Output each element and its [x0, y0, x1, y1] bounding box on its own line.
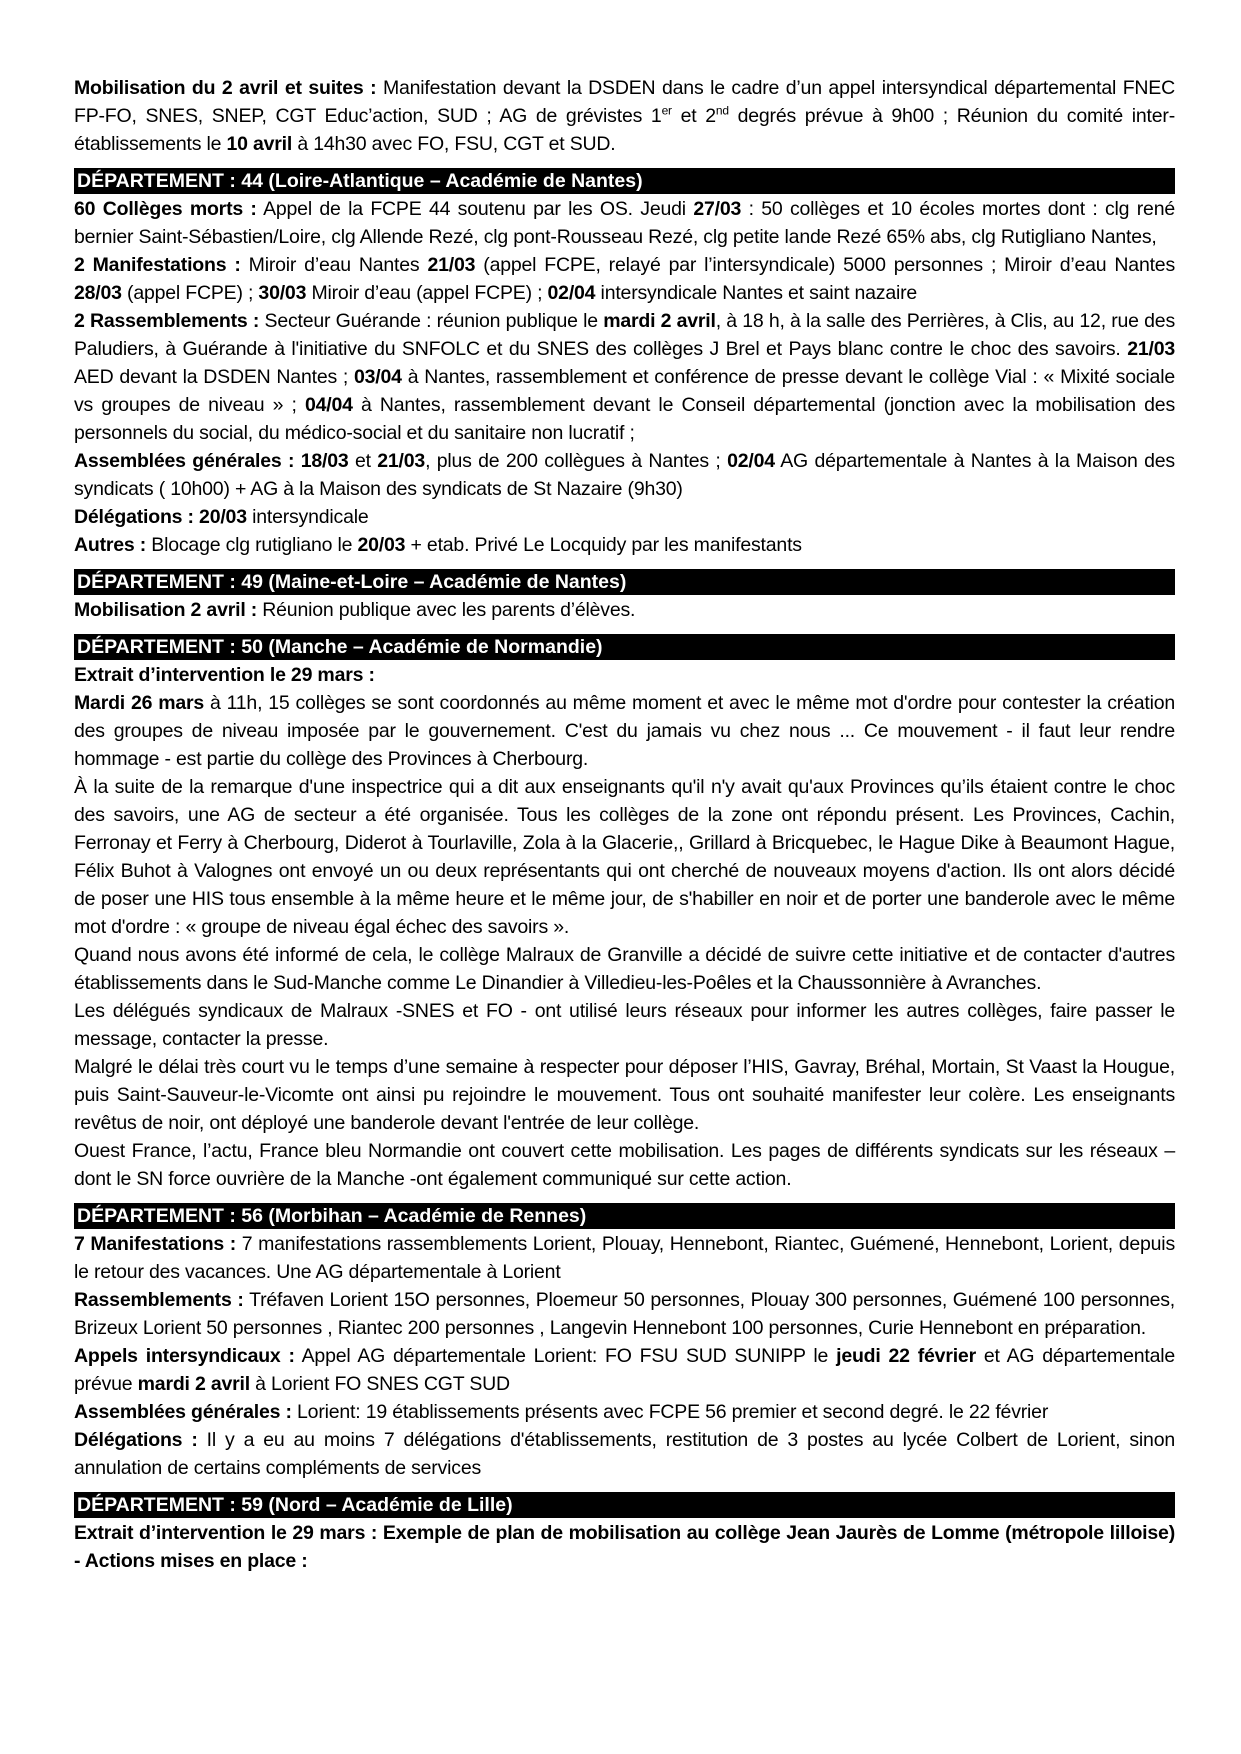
bold-text: Extrait d’intervention le 29 mars : Exemple de plan de mobilisation au collège Jean Jaurès de Lomme (métropole lilloise) - Actions mises en place :: [74, 1522, 1175, 1572]
paragraph: [74, 251, 1175, 307]
text-run: Blocage clg rutigliano le: [146, 534, 358, 556]
paragraph: [74, 773, 1175, 941]
paragraph: [74, 997, 1175, 1053]
text-run: Tréfaven Lorient 15O personnes, Ploemeur 50 personnes, Plouay 300 personnes, Guémené 100 personnes, Brizeux Lorient 50 personnes , Riantec 200 personnes , Langevin Hennebont 100 personnes, Curie Hennebont en préparation.: [74, 1289, 1175, 1339]
department-header: DÉPARTEMENT : 50 (Manche – Académie de Normandie): [74, 634, 1175, 660]
bold-text: Autres :: [74, 534, 147, 556]
text-run: à Nantes, rassemblement et conférence de presse devant le collège Vial : « Mixité sociale vs groupes de niveau » ;: [74, 366, 1175, 416]
text-run: (appel FCPE) ;: [121, 282, 259, 304]
text-run: À la suite de la remarque d'une inspectrice qui a dit aux enseignants qu'il n'y avait qu'aux Provinces qu’ils étaient contre le choc des savoirs, une AG de secteur a été organisée. Tous les collèges de la zone ont répondu présent. Les Provinces, Cachin, Ferronay et Ferry à Cherbourg, Diderot à Tourlaville, Zola à la Glacerie,, Grillard à Bricquebec, le Hague Dike à Beaumont Hague, Félix Buhot à Valognes ont envoyé un ou deux représentants qui ont cherché de nouveaux moyens d'action. Ils ont alors décidé de poser une HIS tous ensemble à la même heure et le même jour, de s'habiller en noir et de porter une banderole avec le même mot d'ordre : « groupe de niveau égal échec des savoirs ».: [74, 776, 1175, 938]
text-run: AG départementale à Nantes à la Maison des syndicats ( 10h00) + AG à la Maison des syndicats de St Nazaire (9h30): [74, 450, 1175, 500]
department-header: DÉPARTEMENT : 49 (Maine-et-Loire – Académie de Nantes): [74, 569, 1175, 595]
text-run: et 2: [671, 105, 716, 127]
text-run: Miroir d’eau (appel FCPE) ;: [306, 282, 548, 304]
text-run: Secteur Guérande : réunion publique le: [259, 310, 604, 332]
bold-text: 03/04: [354, 366, 402, 388]
paragraph: [74, 689, 1175, 773]
paragraph: [74, 1519, 1175, 1575]
text-run: et AG départementale prévue: [74, 1345, 1175, 1395]
paragraph: [74, 1398, 1175, 1426]
paragraph: [74, 74, 1175, 158]
bold-text: Délégations : 20/03: [74, 506, 247, 528]
text-run: à 14h30 avec FO, FSU, CGT et SUD.: [292, 133, 616, 155]
bold-text: 04/04: [304, 394, 353, 416]
department-header: DÉPARTEMENT : 59 (Nord – Académie de Lille): [74, 1492, 1175, 1518]
paragraph: [74, 503, 1175, 531]
text-run: Malgré le délai très court vu le temps d’une semaine à respecter pour déposer l’HIS, Gavray, Bréhal, Mortain, St Vaast la Hougue, puis Saint-Sauveur-le-Vicomte ont ainsi pu rejoindre le mouvement. Tous ont souhaité manifester leur colère. Les enseignants revêtus de noir, ont déployé une banderole devant l'entrée de leur collège.: [74, 1056, 1175, 1134]
paragraph: [74, 1053, 1175, 1137]
department-section: [74, 569, 1175, 624]
bold-text: jeudi 22 février: [836, 1345, 976, 1367]
paragraph: [74, 941, 1175, 997]
text-run: Réunion publique avec les parents d’élèves.: [257, 599, 636, 621]
bold-text: 28/03: [74, 282, 122, 304]
bold-text: 02/04: [547, 282, 596, 304]
text-run: Miroir d’eau Nantes: [240, 254, 428, 276]
text-run: 7 manifestations rassemblements Lorient, Plouay, Hennebont, Riantec, Guémené, Hennebont, Lorient, depuis le retour des vacances. Une AG départementale à Lorient: [74, 1233, 1175, 1283]
bold-text: Rassemblements :: [74, 1289, 244, 1311]
paragraph: [74, 596, 1175, 624]
text-run: et: [348, 450, 378, 472]
text-run: intersyndicale Nantes et saint nazaire: [595, 282, 918, 304]
paragraph: [74, 307, 1175, 447]
text-run: à 11h, 15 collèges se sont coordonnés au même moment et avec le même mot d'ordre pour contester la création des groupes de niveau imposée par le gouvernement. C'est du jamais vu chez nous ... Ce mouvement - il faut leur rendre hommage - est partie du collège des Provinces à Cherbourg.: [74, 692, 1175, 770]
text-run: Lorient: 19 établissements présents avec FCPE 56 premier et second degré. le 22 février: [291, 1401, 1049, 1423]
text-run: Appel AG départementale Lorient: FO FSU SUD SUNIPP le: [294, 1345, 837, 1367]
text-run: Appel de la FCPE 44 soutenu par les OS. Jeudi: [256, 198, 694, 220]
text-run: Il y a eu au moins 7 délégations d'établissements, restitution de 3 postes au lycée Colbert de Lorient, sinon annulation de certains compléments de services: [74, 1429, 1175, 1479]
bold-text: 30/03: [258, 282, 307, 304]
bold-text: 20/03: [357, 534, 406, 556]
text-run: AED devant la DSDEN Nantes ;: [74, 366, 354, 388]
paragraph: [74, 1286, 1175, 1342]
bold-text: 21/03: [377, 450, 426, 472]
bold-text: mardi 2 avril: [603, 310, 716, 332]
paragraph: [74, 661, 1175, 689]
bold-text: Mardi 26 mars: [74, 692, 205, 714]
paragraph: [74, 195, 1175, 251]
bold-text: Mobilisation 2 avril :: [74, 599, 258, 621]
paragraph: [74, 531, 1175, 559]
department-header: DÉPARTEMENT : 44 (Loire-Atlantique – Académie de Nantes): [74, 168, 1175, 194]
department-section: [74, 1203, 1175, 1482]
bold-text: Assemblées générales :: [74, 1401, 292, 1423]
text-run: Manifestation devant la DSDEN dans le cadre d’un appel intersyndical départemental FNEC FP-FO, SNES, SNEP, CGT Educ’action, SUD ; AG de grévistes 1: [74, 77, 1175, 127]
text-run: + etab. Privé Le Locquidy par les manifestants: [405, 534, 802, 556]
paragraph: [74, 1342, 1175, 1398]
bold-text: mardi 2 avril: [137, 1373, 250, 1395]
text-run: (appel FCPE, relayé par l’intersyndicale) 5000 personnes ; Miroir d’eau Nantes: [475, 254, 1175, 276]
paragraph: [74, 1426, 1175, 1482]
bold-text: 02/04: [727, 450, 775, 472]
superscript-text: nd: [715, 103, 729, 118]
department-section: [74, 168, 1175, 559]
paragraph: [74, 447, 1175, 503]
bold-text: Assemblées générales : 18/03: [74, 450, 349, 472]
document-page: [74, 74, 1175, 1585]
paragraph: [74, 1230, 1175, 1286]
department-header: DÉPARTEMENT : 56 (Morbihan – Académie de Rennes): [74, 1203, 1175, 1229]
department-section: [74, 1492, 1175, 1575]
text-run: intersyndicale: [246, 506, 369, 528]
bold-text: 27/03: [693, 198, 742, 220]
bold-text: 7 Manifestations :: [74, 1233, 237, 1255]
bold-text: Extrait d’intervention le 29 mars :: [74, 664, 375, 686]
bold-text: 21/03: [1127, 338, 1175, 360]
text-run: , plus de 200 collègues à Nantes ;: [425, 450, 728, 472]
bold-text: Délégations :: [74, 1429, 198, 1451]
text-run: à Nantes, rassemblement devant le Conseil départemental (jonction avec la mobilisation des personnels du social, du médico-social et du sanitaire non lucratif ;: [74, 394, 1175, 444]
paragraph: [74, 1137, 1175, 1193]
bold-text: 10 avril: [226, 133, 293, 155]
department-section: [74, 74, 1175, 158]
superscript-text: er: [661, 103, 672, 118]
bold-text: Appels intersyndicaux :: [74, 1345, 295, 1367]
text-run: , à 18 h, à la salle des Perrières, à Clis, au 12, rue des Paludiers, à Guérande à l'initiative du SNFOLC et du SNES des collèges J Brel et Pays blanc contre le choc des savoirs.: [74, 310, 1175, 360]
text-run: Quand nous avons été informé de cela, le collège Malraux de Granville a décidé de suivre cette initiative et de contacter d'autres établissements dans le Sud-Manche comme Le Dinandier à Villedieu-les-Poêles et la Chaussonnière à Avranches.: [74, 944, 1175, 994]
bold-text: 2 Manifestations :: [74, 254, 241, 276]
text-run: à Lorient FO SNES CGT SUD: [249, 1373, 510, 1395]
text-run: Ouest France, l’actu, France bleu Normandie ont couvert cette mobilisation. Les pages de différents syndicats sur les réseaux – dont le SN force ouvrière de la Manche -ont également communiqué sur cette action.: [74, 1140, 1175, 1190]
bold-text: Mobilisation du 2 avril et suites :: [74, 77, 377, 99]
department-section: [74, 634, 1175, 1193]
bold-text: 60 Collèges morts :: [74, 198, 257, 220]
text-run: degrés prévue à 9h00 ; Réunion du comité inter-établissements le: [74, 105, 1175, 155]
bold-text: 21/03: [427, 254, 476, 276]
bold-text: 2 Rassemblements :: [74, 310, 260, 332]
text-run: Les délégués syndicaux de Malraux -SNES et FO - ont utilisé leurs réseaux pour informer les autres collèges, faire passer le message, contacter la presse.: [74, 1000, 1175, 1050]
text-run: : 50 collèges et 10 écoles mortes dont : clg rené bernier Saint-Sébastien/Loire, clg Allende Rezé, clg pont-Rousseau Rezé, clg petite lande Rezé 65% abs, clg Rutigliano Nantes,: [74, 198, 1175, 248]
